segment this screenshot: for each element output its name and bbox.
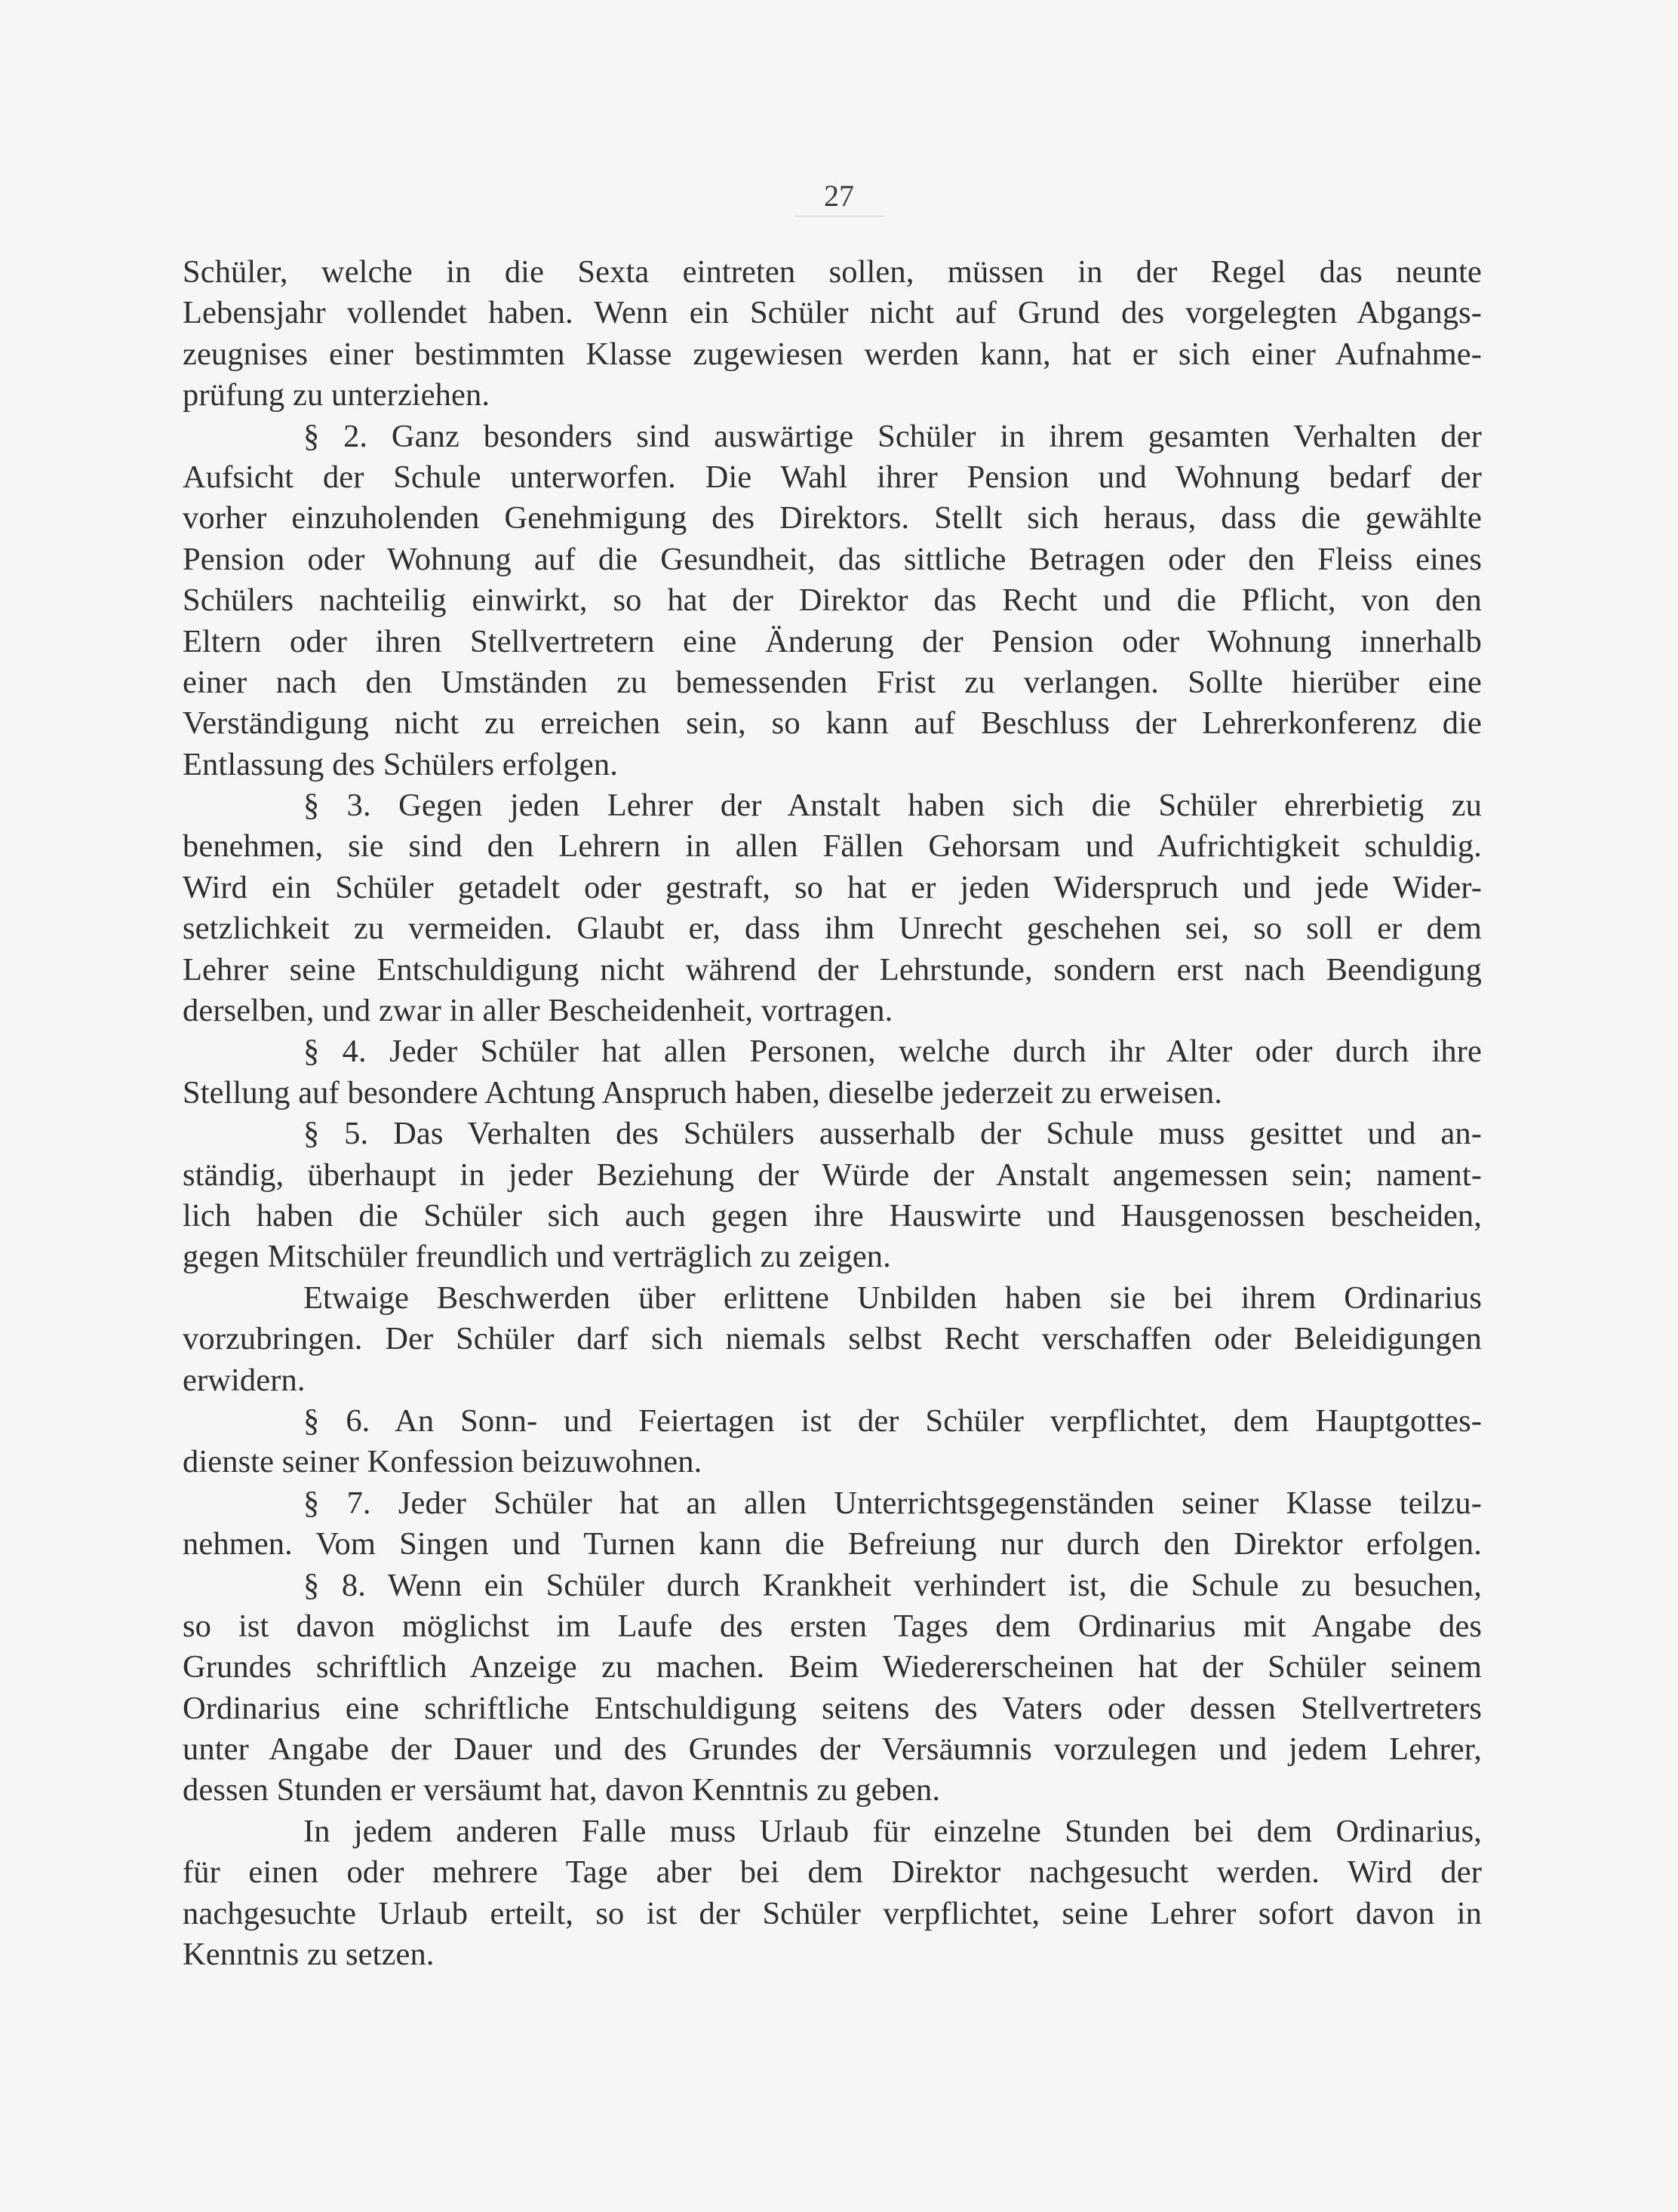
text-line: dienste seiner Konfession beizuwohnen. [183,1444,702,1480]
text-line: Stellung auf besondere Achtung Anspruch haben, dieselbe jederzeit zu erweisen. [183,1074,1222,1111]
text-line: Ordinarius eine schriftliche Entschuldigung seitens des Vaters oder dessen Stellvertreters [183,1690,1482,1726]
text-line: Etwaige Beschwerden über erlittene Unbilden haben sie bei ihrem Ordinarius [303,1280,1482,1316]
text-line: gegen Mitschüler freundlich und verträglich zu zeigen. [183,1239,891,1275]
text-line: Schüler, welche in die Sexta eintreten sollen, müssen in der Regel das neunte [183,254,1482,290]
text-line: dessen Stunden er versäumt hat, davon Kenntnis zu geben. [183,1772,941,1808]
text-line: vorzubringen. Der Schüler darf sich niemals selbst Recht verschaffen oder Beleidigungen [183,1321,1482,1357]
text-line: derselben, und zwar in aller Bescheidenheit, vortragen. [183,993,893,1029]
text-line: § 2. Ganz besonders sind auswärtige Schüler in ihrem gesamten Verhalten der [303,418,1482,454]
text-line: benehmen, sie sind den Lehrern in allen Fällen Gehorsam und Aufrichtigkeit schuldig. [183,828,1482,865]
text-line: § 5. Das Verhalten des Schülers ausserhalb der Schule muss gesittet und an- [303,1116,1482,1152]
text-line: In jedem anderen Falle muss Urlaub für einzelne Stunden bei dem Ordinarius, [303,1813,1482,1849]
text-line: Eltern oder ihren Stellvertretern eine Änderung der Pension oder Wohnung innerhalb [183,623,1482,659]
text-line: Entlassung des Schülers erfolgen. [183,746,618,782]
text-line: § 6. An Sonn- und Feiertagen ist der Schüler verpflichtet, dem Hauptgottes- [303,1402,1482,1439]
text-line: § 7. Jeder Schüler hat an allen Unterrichtsgegenständen seiner Klasse teilzu- [303,1485,1482,1521]
text-line: Lehrer seine Entschuldigung nicht während der Lehrstunde, sondern erst nach Beendigung [183,951,1482,988]
text-line: § 4. Jeder Schüler hat allen Personen, welche durch ihr Alter oder durch ihre [303,1034,1482,1070]
text-line: für einen oder mehrere Tage aber bei dem Direktor nachgesucht werden. Wird der [183,1854,1482,1891]
text-line: Grundes schriftlich Anzeige zu machen. Beim Wiedererscheinen hat der Schüler seinem [183,1649,1482,1685]
text-line: § 3. Gegen jeden Lehrer der Anstalt haben sich die Schüler ehrerbietig zu [303,788,1482,824]
text-line: vorher einzuholenden Genehmigung des Direktors. Stellt sich heraus, dass die gewählte [183,500,1482,536]
text-line: Verständigung nicht zu erreichen sein, so kann auf Beschluss der Lehrerkonferenz die [183,705,1482,742]
text-line: unter Angabe der Dauer und des Grundes der Versäumnis vorzulegen und jedem Lehrer, [183,1731,1482,1768]
text-line: Schülers nachteilig einwirkt, so hat der Direktor das Recht und die Pflicht, von den [183,582,1482,619]
text-line: erwidern. [183,1362,306,1398]
body-text [183,252,1482,1975]
text-line: Wird ein Schüler getadelt oder gestraft, so hat er jeden Widerspruch und jede Wider- [183,869,1482,905]
text-line: Pension oder Wohnung auf die Gesundheit, das sittliche Betragen oder den Fleiss eines [183,541,1482,577]
text-line: nachgesuchte Urlaub erteilt, so ist der Schüler verpflichtet, seine Lehrer sofort davon in [183,1895,1482,1931]
text-line: Kenntnis zu setzen. [183,1937,435,1973]
text-line: lich haben die Schüler sich auch gegen ihre Hauswirte und Hausgenossen bescheiden, [183,1197,1482,1233]
text-line: Lebensjahr vollendet haben. Wenn ein Schüler nicht auf Grund des vorgelegten Abgangs- [183,295,1482,331]
text-line: einer nach den Umständen zu bemessenden Frist zu verlangen. Sollte hierüber eine [183,664,1482,700]
text-line: zeugnises einer bestimmten Klasse zugewiesen werden kann, hat er sich einer Aufnahme- [183,336,1482,372]
text-line: ständig, überhaupt in jeder Beziehung der Würde der Anstalt angemessen sein; nament- [183,1157,1482,1193]
text-line: prüfung zu unterziehen. [183,377,490,413]
text-line: Aufsicht der Schule unterworfen. Die Wahl ihrer Pension und Wohnung bedarf der [183,459,1482,495]
page-number: 27 [824,179,854,213]
text-line: so ist davon möglichst im Laufe des ersten Tages dem Ordinarius mit Angabe des [183,1608,1482,1644]
text-line: setzlichkeit zu vermeiden. Glaubt er, dass ihm Unrecht geschehen sei, so soll er dem [183,911,1482,947]
text-line: § 8. Wenn ein Schüler durch Krankheit verhindert ist, die Schule zu besuchen, [303,1567,1482,1603]
page-number-rule [794,216,884,217]
text-line: nehmen. Vom Singen und Turnen kann die Befreiung nur durch den Direktor erfolgen. [183,1526,1482,1562]
